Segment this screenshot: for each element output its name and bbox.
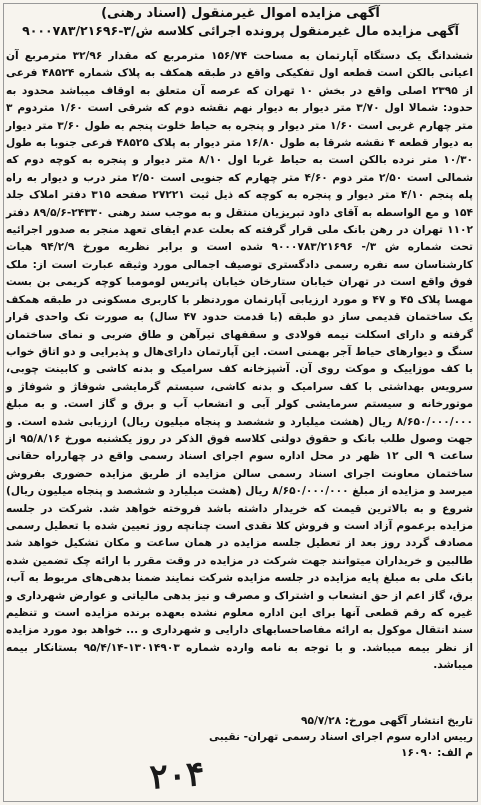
handwritten-number: ۲۰۴	[148, 753, 206, 798]
publish-date: تاریخ انتشار آگهی مورخ: ۹۵/۷/۲۸	[301, 715, 473, 727]
notice-header	[10, 6, 471, 39]
notice-title: آگهی مزایده اموال غیرمنقول (اسناد رهنی)	[101, 6, 380, 21]
notice-subtitle: آگهی مزایده مال غیرمنقول پرونده اجرائی کلاسه ش/۳-۹۰۰۰۷۸۳/۲۱۶۹۶	[22, 23, 459, 38]
reference-code: م الف: ۱۶۰۹۰	[401, 747, 473, 759]
signature-line: رییس اداره سوم اجرای اسناد رسمی تهران- نقیبی	[209, 731, 473, 743]
notice-body: ششدانگ یک دستگاه آپارتمان به مساحت ۱۵۶/۷۴ مترمربع که مقدار ۳۲/۹۶ مترمربع آن اعیانی بالکن است قطعه اول تفکیکی واقع در طبقه همکف به پلاک شماره ۴۸۵۲۴ فرعی از ۲۳۹۵ اصلی واقع در بخش ۱۰ تهران که عرصه آن متعلق به اوقاف میباشد محدود به حدود: شمالا اول ۳/۷۰ متر دیوار به دیوار نهم نقشه دوم که شرقی است ۱/۶۰ متردوم ۳ متر چهارم غربی است ۱/۶۰ متر دیوار و پنجره به حیاط خلوت پنجم به طول ۳/۶۰ متر دیوار به دیوار قطعه ۴ نقشه شرقا به طول ۱۶/۸۰ متر دیوار به پلاک ۴۸۵۲۵ فرعی جنوبا به طول ۱۰/۳۰ متر نرده بالکن است به حیاط غربا اول ۸/۱۰ متر دیوار و پنجره به کوچه دوم که شمالی است ۲/۵۰ متر دوم ۴/۶۰ متر چهارم که جنوبی است ۲/۵۰ متر درب و دیوار به راه پله پنجم ۴/۱۰ متر دیوار و پنجره به کوچه که ذیل ثبت ۲۷۲۲۱ صفحه ۳۱۵ دفتر املاک جلد ۱۵۴ و مع الواسطه به آقای داود تبریزیان منتقل و به موجب سند رهنی ۲۴۳۳۰-۸۹/۵/۶ دفتر ۱۱۰۲ تهران در رهن بانک ملی قرار گرفته که بعلت عدم ایفای تعهد منجر به صدور اجرائیه تحت شماره ش ۳/- ۹۰۰۰۷۸۳/۲۱۶۹۶ شده است و برابر نظریه مورخ ۹۴/۲/۹ هیات کارشناسان سه نفره رسمی دادگستری توصیف اجمالی مورد وثیقه عبارت است از: ملک فوق واقع است در تهران خیابان ستارخان خیابان پاتریس لومومبا کوچه کریمی بن بست مهسا پلاک ۴۵ و ۴۷ و مورد ارزیابی آپارتمان موردنظر با کاربری مسکونی در طبقه همکف یک ساختمان قدیمی ساز دو طبقه (با قدمت حدود ۴۷ سال) به صورت تک واحدی قرار گرفته و دارای اسکلت نیمه فولادی و سقفهای تیرآهن و طاق ضربی و نمای ساختمان سنگ و دیوارهای حیاط آجر بهمنی است. این آپارتمان دارای‌هال و پذیرایی و دو اتاق خواب با کف موزاییک و موکت روی آن. آشپزخانه کف سرامیک و بدنه کاشی و کابینت چوبی، سرویس بهداشتی با کف سرامیک و بدنه کاشی، سیستم گرمایشی شوفاژ و شوفاژ و موتورخانه و سیستم سرمایشی کولر آبی و انشعاب آب و برق و گاز است. و به مبلغ ۸/۶۵۰/۰۰۰/۰۰۰ ریال (هشت میلیارد و ششصد و پنجاه میلیون ریال) ارزیابی شده است. و جهت وصول طلب بانک و حقوق دولتی کلاسه فوق الذکر در روز یکشنبه مورخ ۹۵/۸/۱۶ از ساعت ۹ الی ۱۲ ظهر در محل اداره سوم اجرای اسناد رسمی واقع در چهارراه حقانی ساختمان معاونت اجرای اسناد رسمی سالن مزایده از طریق مزایده حضوری بفروش میرسد و مزایده از مبلغ ۸/۶۵۰/۰۰۰/۰۰۰ ریال (هشت میلیارد و ششصد و پنجاه میلیون ریال) شروع و به بالاترین قیمت که خریدار داشته باشد فروخته خواهد شد. شرکت در جلسه مزایده برعموم آزاد است و فروش کلا نقدی است چنانچه روز تعیین شده با تعطیل رسمی مصادف گردد روز بعد از تعطیل جلسه مزایده در همان ساعت و مکان تشکیل خواهد شد طالبین و خریداران میتوانند جهت شرکت در مزایده در وقت مقرر با ارائه چک تضمین شده بانک ملی به مبلغ پایه مزایده در جلسه مزایده شرکت نمایند ضمنا بدهی‌های مربوط به آب، برق، گاز اعم از حق انشعاب و اشتراک و مصرف و نیز بدهی مالیاتی و عوارض شهرداری و غیره که رقم قطعی آنها برای این اداره معلوم نشده بعهده برنده مزایده است و تنظیم سند انتقال موکول به ارائه مفاصاحسابهای دارایی و شهرداری و ... خواهد بود مورد مزایده از نظر بیمه میباشد. و با توجه به نامه وارده شماره ۱۳۰۱۴۹۰۳-۹۵/۴/۱۴ بستانکار بیمه میباشد.	[6, 50, 474, 672]
